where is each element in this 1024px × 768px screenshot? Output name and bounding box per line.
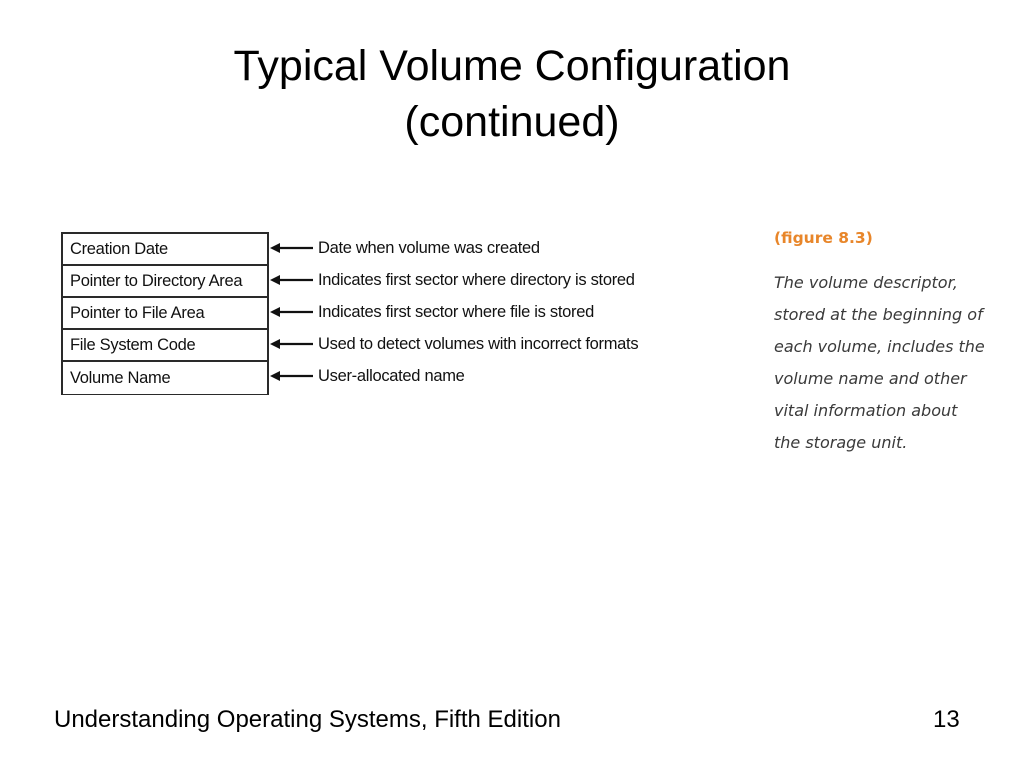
description-item bbox=[270, 264, 635, 296]
left-arrow-icon bbox=[270, 242, 314, 254]
description-text: Indicates first sector where file is stored bbox=[318, 302, 594, 321]
figure-caption-line: the storage unit. bbox=[774, 433, 908, 452]
volume-descriptor-table bbox=[61, 232, 269, 395]
slide-title bbox=[112, 38, 912, 150]
descriptor-field-volume-name: Volume Name bbox=[70, 368, 171, 387]
descriptor-field-file-system-code: File System Code bbox=[63, 330, 267, 362]
description-item bbox=[270, 360, 465, 392]
slide-title-line-1: Typical Volume Configuration bbox=[233, 42, 791, 90]
figure-caption-line: The volume descriptor, bbox=[774, 273, 958, 292]
descriptor-field-pointer-directory: Pointer to Directory Area bbox=[63, 266, 267, 298]
figure-caption-line: vital information about bbox=[774, 401, 958, 420]
figure-caption-line: volume name and other bbox=[774, 369, 967, 388]
left-arrow-icon bbox=[270, 370, 314, 382]
slide-title-line-2: (continued) bbox=[404, 98, 620, 146]
left-arrow-icon bbox=[270, 274, 314, 286]
description-text: Used to detect volumes with incorrect formats bbox=[318, 334, 639, 353]
description-item bbox=[270, 328, 638, 360]
description-item bbox=[270, 232, 540, 264]
figure-caption-line: each volume, includes the bbox=[774, 337, 985, 356]
description-item bbox=[270, 296, 594, 328]
figure-caption bbox=[774, 267, 1004, 459]
left-arrow-icon bbox=[270, 306, 314, 318]
description-text: Date when volume was created bbox=[318, 238, 540, 257]
footer-book-title: Understanding Operating Systems, Fifth Edition bbox=[54, 706, 561, 733]
page-number: 13 bbox=[933, 706, 960, 733]
descriptor-field-creation-date: Creation Date bbox=[63, 234, 267, 266]
figure-label: (figure 8.3) bbox=[774, 229, 873, 247]
descriptor-field-pointer-file: Pointer to File Area bbox=[63, 298, 267, 330]
description-text: User-allocated name bbox=[318, 366, 465, 385]
figure-caption-line: stored at the beginning of bbox=[774, 305, 983, 324]
description-text: Indicates first sector where directory is stored bbox=[318, 270, 635, 289]
left-arrow-icon bbox=[270, 338, 314, 350]
